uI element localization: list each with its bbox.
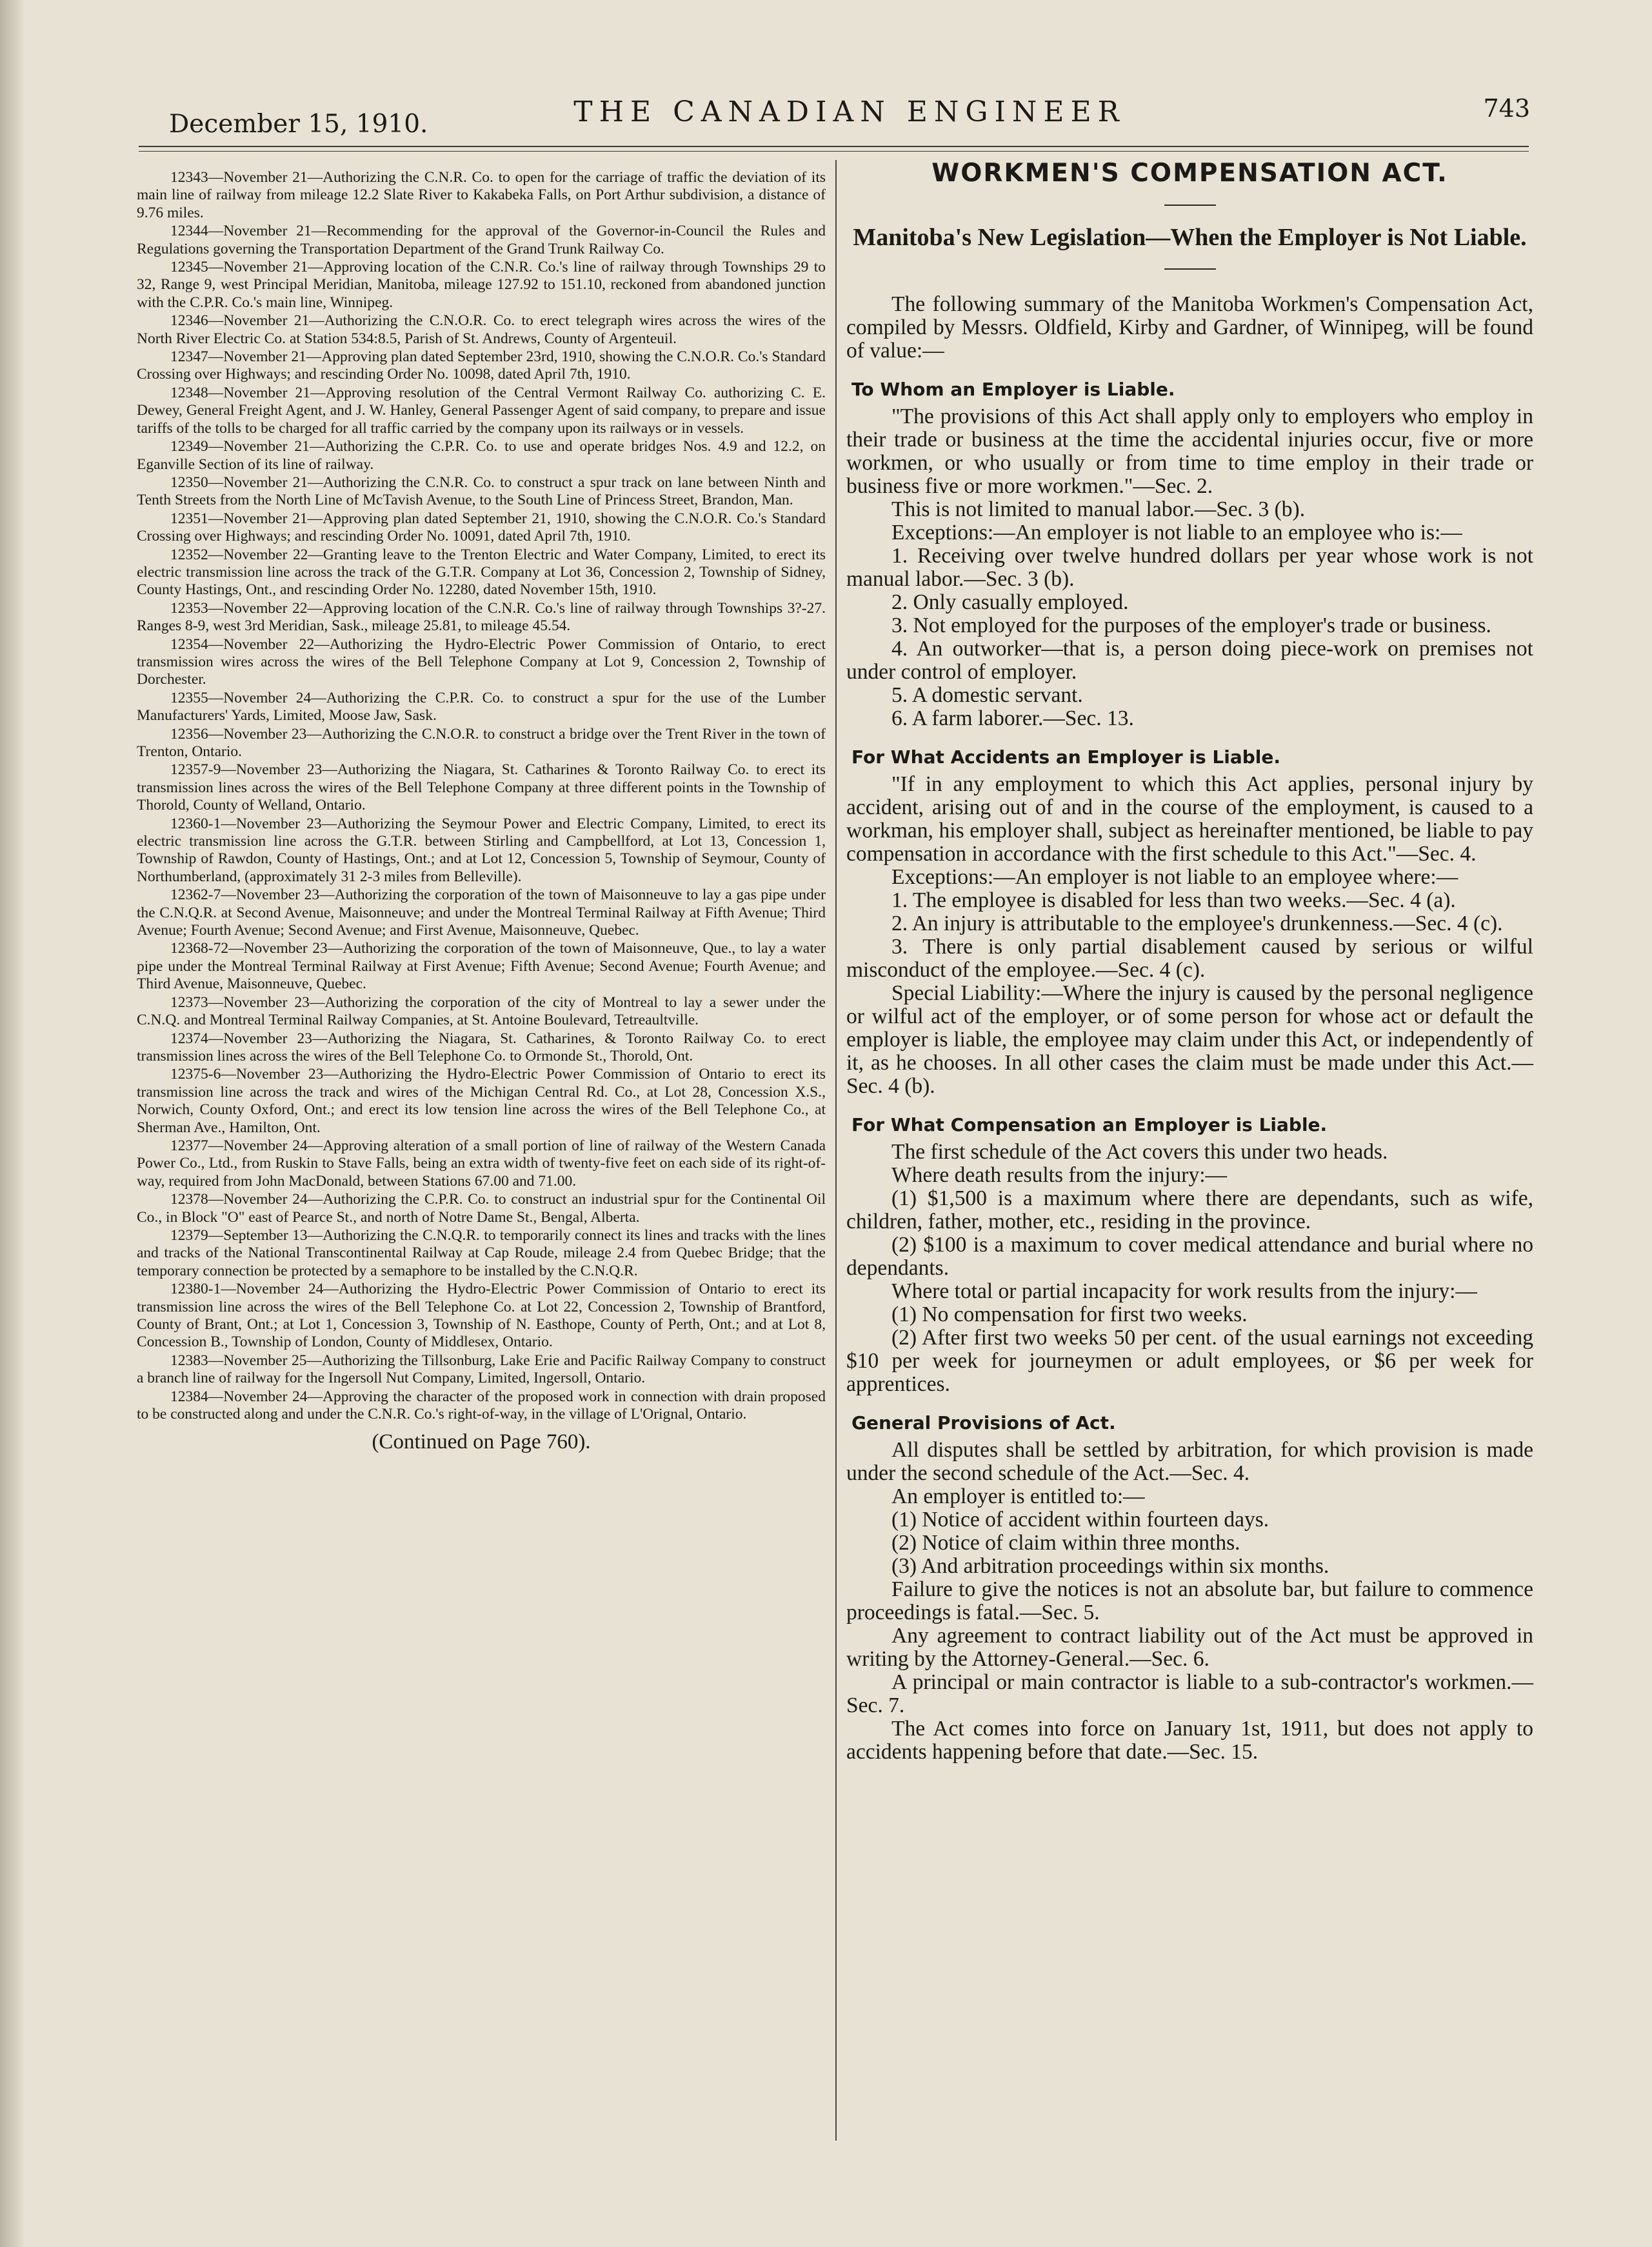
issue-date: December 15, 1910.	[169, 110, 428, 139]
paragraph: (1) No compensation for first two weeks.	[891, 1303, 1248, 1326]
paragraph: 2. Only casually employed.	[891, 590, 1129, 614]
paragraph: Failure to give the notices is not an absolute bar, but failure to commence proceedings is fatal.—Sec. 5.	[846, 1577, 1533, 1624]
continued-note: (Continued on Page 760).	[372, 1430, 591, 1454]
paragraph: (2) Notice of claim within three months.	[891, 1531, 1240, 1555]
order-item: 12383—November 25—Authorizing the Tillsonburg, Lake Erie and Pacific Railway Company to construct a branch line of railway for the Ingersoll Nut Company, Limited, Ingersoll, Ontario.	[137, 1352, 826, 1387]
title-rule	[1164, 205, 1216, 206]
order-item: 12348—November 21—Approving resolution of the Central Vermont Railway Co. authorizing C. E. Dewey, General Freight Agent, and J. W. Hanley, General Passenger Agent of said company, to prepare and issue tariffs of the tolls to be charged for all traffic carried by the company upon its railways or in vessels.	[137, 384, 826, 437]
paragraph: "The provisions of this Act shall apply only to employers who employ in their trade or business at the time the accidental injuries occur, five or more workmen, or who usually or from time to time employ in their trade or business five or more workmen."—Sec. 2.	[846, 404, 1533, 498]
paragraph: 2. An injury is attributable to the employee's drunkenness.—Sec. 4 (c).	[891, 912, 1503, 935]
paragraph: Exceptions:—An employer is not liable to an employee where:—	[891, 865, 1458, 889]
paragraph: (2) After first two weeks 50 per cent. of the usual earnings not exceeding $10 per week for journeymen or adult employees, or $6 per week for apprentices.	[846, 1326, 1533, 1396]
page-header	[169, 90, 1530, 142]
paragraph: "If in any employment to which this Act applies, personal injury by accident, arising out of and in the course of the employment, is caused to a workman, his employer shall, subject as hereinafter mentioned, be liable to pay compensation in accordance with the first schedule to this Act."—Sec. 4.	[846, 772, 1533, 866]
paragraph: (2) $100 is a maximum to cover medical attendance and burial where no dependants.	[846, 1233, 1533, 1280]
railway-orders-column	[137, 169, 826, 1452]
paragraph: 1. The employee is disabled for less than two weeks.—Sec. 4 (a).	[891, 888, 1456, 912]
order-item: 12377—November 24—Approving alteration of a small portion of line of railway of the Western Canada Power Co., Ltd., from Ruskin to Stave Falls, being an extra width of twenty-five feet on each side of its right-of-way, required from John MacDonald, between Stations 67.00 and 71.00.	[137, 1137, 826, 1190]
order-item: 12343—November 21—Authorizing the C.N.R. Co. to open for the carriage of traffic the deviation of its main line of railway from mileage 12.2 Slate River to Kakabeka Falls, on Port Arthur subdivision, a distance of 9.76 miles.	[137, 169, 826, 221]
order-item: 12349—November 21—Authorizing the C.P.R. Co. to use and operate bridges Nos. 4.9 and 12.2, on Eganville Section of its line of railway.	[137, 438, 826, 473]
article-column	[846, 161, 1533, 1764]
paragraph: Where death results from the injury:—	[891, 1163, 1228, 1187]
section-heading: For What Accidents an Employer is Liable.	[851, 746, 1281, 768]
paragraph: The first schedule of the Act covers this under two heads.	[891, 1140, 1388, 1164]
order-item: 12354—November 22—Authorizing the Hydro-Electric Power Commission of Ontario, to erect transmission wires across the wires of the Bell Telephone Company at Lot 9, Concession 2, Township of Dorchester.	[137, 635, 826, 688]
journal-title: THE CANADIAN ENGINEER	[573, 95, 1126, 128]
order-item: 12373—November 23—Authorizing the corporation of the city of Montreal to lay a sewer under the C.N.Q. and Montreal Terminal Railway Companies, at St. Antoine Boulevard, Tetreaultville.	[137, 994, 826, 1029]
order-item: 12353—November 22—Approving location of the C.N.R. Co.'s line of railway through Townships 3?-27. Ranges 8-9, west 3rd Meridian, Sask., mileage 25.81, to mileage 45.54.	[137, 599, 826, 635]
order-item: 12356—November 23—Authorizing the C.N.O.R. to construct a bridge over the Trent River in the town of Trenton, Ontario.	[137, 725, 826, 760]
order-item: 12357-9—November 23—Authorizing the Niagara, St. Catharines & Toronto Railway Co. to erect its transmission lines across the wires of the Bell Telephone Company at three different points in the Township of Thorold, County of Welland, Ontario.	[137, 761, 826, 814]
order-item: 12362-7—November 23—Authorizing the corporation of the town of Maisonneuve to lay a gas pipe under the C.N.Q.R. at Second Avenue, Maisonneuve; and under the Montreal Terminal Railway at Fifth Avenue; Third Avenue; Fourth Avenue; Second Avenue; and First Avenue, Maisonneuve, Quebec.	[137, 886, 826, 939]
order-item: 12347—November 21—Approving plan dated September 23rd, 1910, showing the C.N.O.R. Co.'s Standard Crossing over Highways; and rescinding Order No. 10098, dated April 7th, 1910.	[137, 348, 826, 383]
paragraph: Exceptions:—An employer is not liable to an employee who is:—	[891, 521, 1462, 544]
paragraph: An employer is entitled to:—	[891, 1484, 1145, 1508]
order-item: 12351—November 21—Approving plan dated September 21, 1910, showing the C.N.O.R. Co.'s Standard Crossing over Highways; and rescinding Order No. 10091, dated April 7th, 1910.	[137, 510, 826, 545]
page-number: 743	[1483, 94, 1530, 123]
section-heading: To Whom an Employer is Liable.	[851, 379, 1175, 400]
article-title: WORKMEN'S COMPENSATION ACT.	[931, 159, 1448, 188]
paragraph: This is not limited to manual labor.—Sec. 3 (b).	[891, 497, 1306, 521]
order-item: 12352—November 22—Granting leave to the Trenton Electric and Water Company, Limited, to erect its electric transmission line across the track of the G.T.R. Company at Lot 36, Concession 2, Township of Sidney, County Hastings, Ont., and rescinding Order No. 12280, dated November 15th, 1910.	[137, 546, 826, 599]
section-heading: General Provisions of Act.	[851, 1412, 1116, 1433]
order-item: 12379—September 13—Authorizing the C.N.Q.R. to temporarily connect its lines and tracks with the lines and tracks of the National Transcontinental Railway at Cap Roude, mileage 2.4 from Quebec Bridge; that the temporary connection be protected by a semaphore to be installed by the C.N.Q.R.	[137, 1226, 826, 1279]
paragraph: Any agreement to contract liability out of the Act must be approved in writing by the Attorney-General.—Sec. 6.	[846, 1624, 1533, 1671]
paragraph: A principal or main contractor is liable to a sub-contractor's workmen.—Sec. 7.	[846, 1670, 1533, 1717]
order-item: 12344—November 21—Recommending for the approval of the Governor-in-Council the Rules and Regulations governing the Transportation Department of the Grand Trunk Railway Co.	[137, 223, 826, 257]
paragraph: 3. Not employed for the purposes of the employer's trade or business.	[891, 614, 1491, 637]
paragraph: (1) Notice of accident within fourteen days.	[891, 1508, 1269, 1532]
subtitle-rule	[1164, 268, 1216, 270]
order-item: 12384—November 24—Approving the character of the proposed work in connection with drain proposed to be constructed along and under the C.N.R. Co.'s right-of-way, in the village of L'Orignal, Ontario.	[137, 1388, 826, 1423]
paragraph: 4. An outworker—that is, a person doing piece-work on premises not under control of employer.	[846, 637, 1533, 684]
order-item: 12368-72—November 23—Authorizing the corporation of the town of Maisonneuve, Que., to lay a water pipe under the Montreal Terminal Railway at First Avenue; Fifth Avenue; Second Avenue; Fourth Avenue; and Third Avenue, Maisonneuve, Quebec.	[137, 940, 826, 993]
paragraph: All disputes shall be settled by arbitration, for which provision is made under the second schedule of the Act.—Sec. 4.	[846, 1438, 1533, 1485]
paragraph: 3. There is only partial disablement caused by serious or wilful misconduct of the employee.—Sec. 4 (c).	[846, 935, 1533, 982]
intro-paragraph: The following summary of the Manitoba Workmen's Compensation Act, compiled by Messrs. Oldfield, Kirby and Gardner, of Winnipeg, will be found of value:—	[846, 292, 1533, 363]
section-heading: For What Compensation an Employer is Liable.	[851, 1114, 1328, 1135]
paragraph: The Act comes into force on January 1st, 1911, but does not apply to accidents happening before that date.—Sec. 15.	[846, 1717, 1533, 1764]
paragraph: (1) $1,500 is a maximum where there are dependants, such as wife, children, father, mother, etc., residing in the province.	[846, 1186, 1533, 1233]
order-item: 12350—November 21—Authorizing the C.N.R. Co. to construct a spur track on lane between Ninth and Tenth Streets from the North Line of McTavish Avenue, to the South Line of Princess Street, Brandon, Man.	[137, 474, 826, 509]
order-item: 12375-6—November 23—Authorizing the Hydro-Electric Power Commission of Ontario to erect its transmission line across the track and wires of the Michigan Central Rd. Co., at Lot 28, Concession X.S., Norwich, County Oxford, Ont.; and erect its low tension line across the wires of the Bell Telephone Co., at Sherman Ave., Hamilton, Ont.	[137, 1066, 826, 1136]
paragraph: 5. A domestic servant.	[891, 683, 1083, 707]
column-divider	[835, 160, 837, 2141]
order-item: 12380-1—November 24—Authorizing the Hydro-Electric Power Commission of Ontario to erect its transmission line across the wires of the Bell Telephone Co. at Lot 22, Concession 2, Township of Brantford, County of Brant, Ont.; at Lot 1, Concession 3, Township of N. Easthope, County of Perth, Ont.; and at Lot 8, Concession B., Township of London, County of Middlesex, Ontario.	[137, 1281, 826, 1351]
order-item: 12346—November 21—Authorizing the C.N.O.R. Co. to erect telegraph wires across the wires of the North River Electric Co. at Station 534:8.5, Parish of St. Andrews, County of Argenteuil.	[137, 312, 826, 347]
order-item: 12374—November 23—Authorizing the Niagara, St. Catharines, & Toronto Railway Co. to erect transmission lines across the wires of the Bell Telephone Co. to Ormonde St., Thorold, Ont.	[137, 1030, 826, 1064]
header-rule-thin	[139, 151, 1529, 152]
paragraph: (3) And arbitration proceedings within six months.	[891, 1554, 1329, 1578]
paragraph: Where total or partial incapacity for work results from the injury:—	[891, 1279, 1477, 1303]
order-item: 12355—November 24—Authorizing the C.P.R. Co. to construct a spur for the use of the Lumber Manufacturers' Yards, Limited, Moose Jaw, Sask.	[137, 689, 826, 724]
paragraph: Special Liability:—Where the injury is caused by the personal negligence or wilful act of the employer, or of some person for whose act or default the employer is liable, the employee may claim under this Act, or independently of it, as he chooses. In all other cases the claim must be made under this Act.—Sec. 4 (b).	[846, 981, 1533, 1098]
article-subtitle: Manitoba's New Legislation—When the Employer is Not Liable.	[853, 224, 1527, 251]
order-item: 12345—November 21—Approving location of the C.N.R. Co.'s line of railway through Townships 29 to 32, Range 9, west Principal Meridian, Manitoba, mileage 127.92 to 151.10, reckoned from abandoned junction with the C.P.R. Co.'s main line, Winnipeg.	[137, 259, 826, 311]
page-gutter-shadow	[0, 0, 25, 2247]
paragraph: 1. Receiving over twelve hundred dollars per year whose work is not manual labor.—Sec. 3 (b).	[846, 544, 1533, 591]
order-item: 12360-1—November 23—Authorizing the Seymour Power and Electric Company, Limited, to erect its electric transmission line across the G.T.R. between Stirling and Campbellford, at Lot 13, Concession 1, Township of Rawdon, County of Hastings, Ont.; and at Lot 12, Concession 5, Township of Seymour, County of Northumberland, (approximately 31 2-3 miles from Belleville).	[137, 815, 826, 885]
header-rule	[139, 146, 1529, 147]
paragraph: 6. A farm laborer.—Sec. 13.	[891, 706, 1134, 730]
order-item: 12378—November 24—Authorizing the C.P.R. Co. to construct an industrial spur for the Continental Oil Co., in Block "O" east of Pearce St., and north of Notre Dame St., Bengal, Alberta.	[137, 1191, 826, 1226]
